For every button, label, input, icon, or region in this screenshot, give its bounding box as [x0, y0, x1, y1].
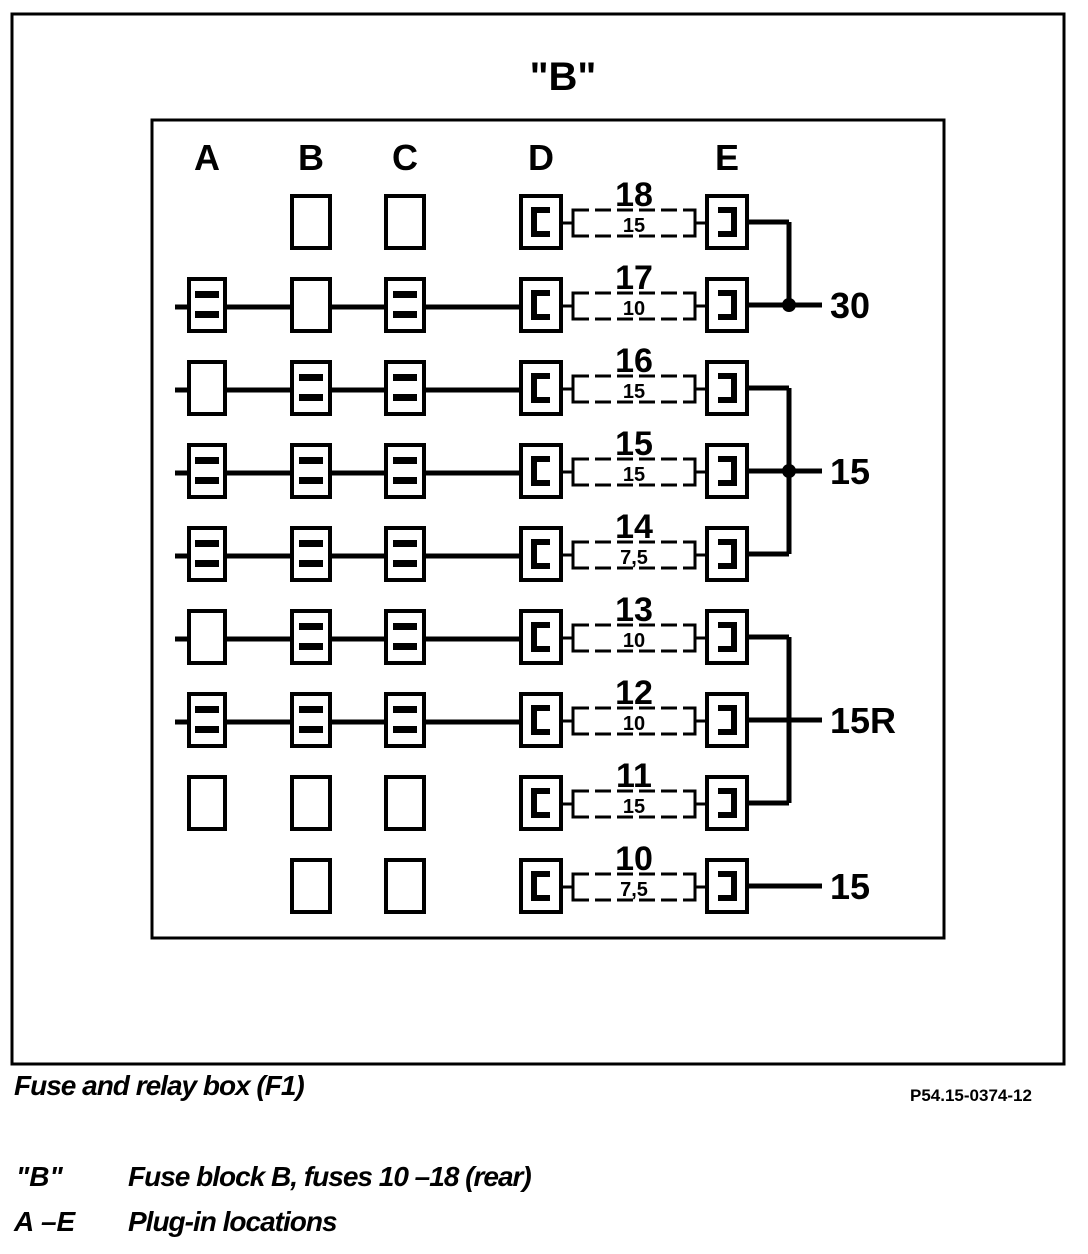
socket-c-14 [386, 528, 424, 580]
terminal-d-15 [521, 445, 561, 497]
socket-contact-c-16 [393, 394, 417, 401]
socket-contact-b-12 [299, 726, 323, 733]
socket-contact-c-13 [393, 623, 417, 630]
socket-a-11 [189, 777, 225, 829]
fuse-rating-14: 7,5 [620, 547, 648, 569]
legend-key-block: "B" [16, 1161, 63, 1192]
fuse-rating-16: 15 [622, 381, 646, 403]
socket-a-14 [189, 528, 225, 580]
socket-c-18 [386, 196, 424, 248]
terminal-d-18 [521, 196, 561, 248]
terminal-e-10 [707, 860, 747, 912]
socket-a-17 [189, 279, 225, 331]
fuse-end-11 [689, 791, 695, 817]
legend-text-block: Fuse block B, fuses 10 –18 (rear) [128, 1161, 531, 1192]
terminal-d-10 [521, 860, 561, 912]
socket-c-15 [386, 445, 424, 497]
fuse-end-15 [573, 459, 579, 485]
socket-contact-b-13 [299, 643, 323, 650]
socket-b-17 [292, 279, 330, 331]
terminal-e-16 [707, 362, 747, 414]
fuse-end-14 [573, 542, 579, 568]
fuse-end-18 [689, 210, 695, 236]
terminal-e-15 [707, 445, 747, 497]
terminal-label-15r: 15R [830, 700, 897, 741]
socket-b-10 [292, 860, 330, 912]
socket-c-13 [386, 611, 424, 663]
socket-contact-c-16 [393, 374, 417, 381]
socket-c-10 [386, 860, 424, 912]
fuse-number-11: 11 [616, 757, 652, 795]
fuse-number-12: 12 [615, 674, 653, 712]
socket-contact-b-13 [299, 623, 323, 630]
socket-contact-b-16 [299, 374, 323, 381]
terminal-d-13 [521, 611, 561, 663]
socket-contact-a-12 [195, 726, 219, 733]
bus-junction-dot-0 [782, 298, 796, 312]
fuse-end-17 [573, 293, 579, 319]
fuse-end-14 [689, 542, 695, 568]
socket-contact-a-12 [195, 706, 219, 713]
fuse-number-16: 16 [615, 342, 653, 380]
figure-caption: Fuse and relay box (F1) [14, 1070, 304, 1101]
fuse-end-10 [689, 874, 695, 900]
fuse-end-11 [573, 791, 579, 817]
socket-contact-c-15 [393, 457, 417, 464]
fuse-rating-18: 15 [622, 215, 646, 237]
socket-a-16 [189, 362, 225, 414]
terminal-label-15: 15 [830, 866, 871, 907]
terminal-e-13 [707, 611, 747, 663]
socket-c-17 [386, 279, 424, 331]
socket-contact-c-15 [393, 477, 417, 484]
socket-contact-c-17 [393, 291, 417, 298]
socket-contact-a-17 [195, 291, 219, 298]
terminal-e-14 [707, 528, 747, 580]
terminal-d-17 [521, 279, 561, 331]
socket-b-14 [292, 528, 330, 580]
socket-c-11 [386, 777, 424, 829]
socket-contact-c-17 [393, 311, 417, 318]
socket-contact-a-15 [195, 457, 219, 464]
socket-contact-a-14 [195, 540, 219, 547]
fuse-end-13 [573, 625, 579, 651]
fuse-number-13: 13 [615, 591, 653, 629]
fuse-end-10 [573, 874, 579, 900]
socket-b-15 [292, 445, 330, 497]
socket-b-12 [292, 694, 330, 746]
fuse-end-16 [573, 376, 579, 402]
fuse-number-18: 18 [615, 176, 653, 214]
fuse-number-14: 14 [615, 508, 653, 546]
block-title: "B" [529, 55, 597, 99]
socket-contact-a-14 [195, 560, 219, 567]
column-header-b: B [298, 137, 324, 178]
fuse-rating-15: 15 [622, 464, 646, 486]
socket-contact-b-15 [299, 457, 323, 464]
socket-contact-c-12 [393, 726, 417, 733]
figure-reference: P54.15-0374-12 [910, 1086, 1032, 1105]
socket-contact-a-17 [195, 311, 219, 318]
column-header-c: C [392, 137, 418, 178]
socket-contact-b-15 [299, 477, 323, 484]
socket-b-16 [292, 362, 330, 414]
terminal-d-11 [521, 777, 561, 829]
socket-contact-c-13 [393, 643, 417, 650]
socket-b-13 [292, 611, 330, 663]
socket-c-12 [386, 694, 424, 746]
fuse-rating-17: 10 [622, 298, 646, 320]
fuse-number-15: 15 [615, 425, 653, 463]
fuse-end-12 [573, 708, 579, 734]
bus-junction-dot-1 [782, 464, 796, 478]
fuse-end-17 [689, 293, 695, 319]
socket-contact-a-15 [195, 477, 219, 484]
socket-contact-b-16 [299, 394, 323, 401]
terminal-e-18 [707, 196, 747, 248]
socket-b-18 [292, 196, 330, 248]
socket-contact-c-12 [393, 706, 417, 713]
socket-contact-b-14 [299, 540, 323, 547]
socket-contact-b-14 [299, 560, 323, 567]
column-header-e: E [714, 137, 740, 178]
terminal-d-12 [521, 694, 561, 746]
legend-key-locations: A –E [14, 1206, 76, 1237]
socket-contact-b-12 [299, 706, 323, 713]
fuse-rating-11: 15 [622, 796, 646, 818]
socket-b-11 [292, 777, 330, 829]
terminal-d-14 [521, 528, 561, 580]
fuse-number-10: 10 [615, 840, 653, 878]
fuse-end-13 [689, 625, 695, 651]
column-header-d: D [528, 137, 554, 178]
terminal-e-11 [707, 777, 747, 829]
socket-contact-c-14 [393, 560, 417, 567]
fuse-number-17: 17 [615, 259, 653, 297]
fuse-end-18 [573, 210, 579, 236]
terminal-d-16 [521, 362, 561, 414]
terminal-e-12 [707, 694, 747, 746]
wires [175, 307, 535, 722]
column-headers [194, 137, 739, 178]
socket-c-16 [386, 362, 424, 414]
fuse-end-16 [689, 376, 695, 402]
terminal-label-15: 15 [830, 451, 871, 492]
socket-a-12 [189, 694, 225, 746]
fuse-end-15 [689, 459, 695, 485]
legend-text-locations: Plug-in locations [128, 1206, 337, 1237]
fuse-rating-13: 10 [622, 630, 646, 652]
socket-a-13 [189, 611, 225, 663]
terminal-label-30: 30 [830, 285, 871, 326]
sockets [189, 196, 424, 912]
fuse-rating-10: 7,5 [620, 879, 648, 901]
fuse-rating-12: 10 [622, 713, 646, 735]
terminal-e-17 [707, 279, 747, 331]
socket-a-15 [189, 445, 225, 497]
fuse-end-12 [689, 708, 695, 734]
socket-contact-c-14 [393, 540, 417, 547]
terminals [747, 222, 896, 907]
column-header-a: A [194, 137, 220, 178]
fuses [521, 176, 747, 912]
